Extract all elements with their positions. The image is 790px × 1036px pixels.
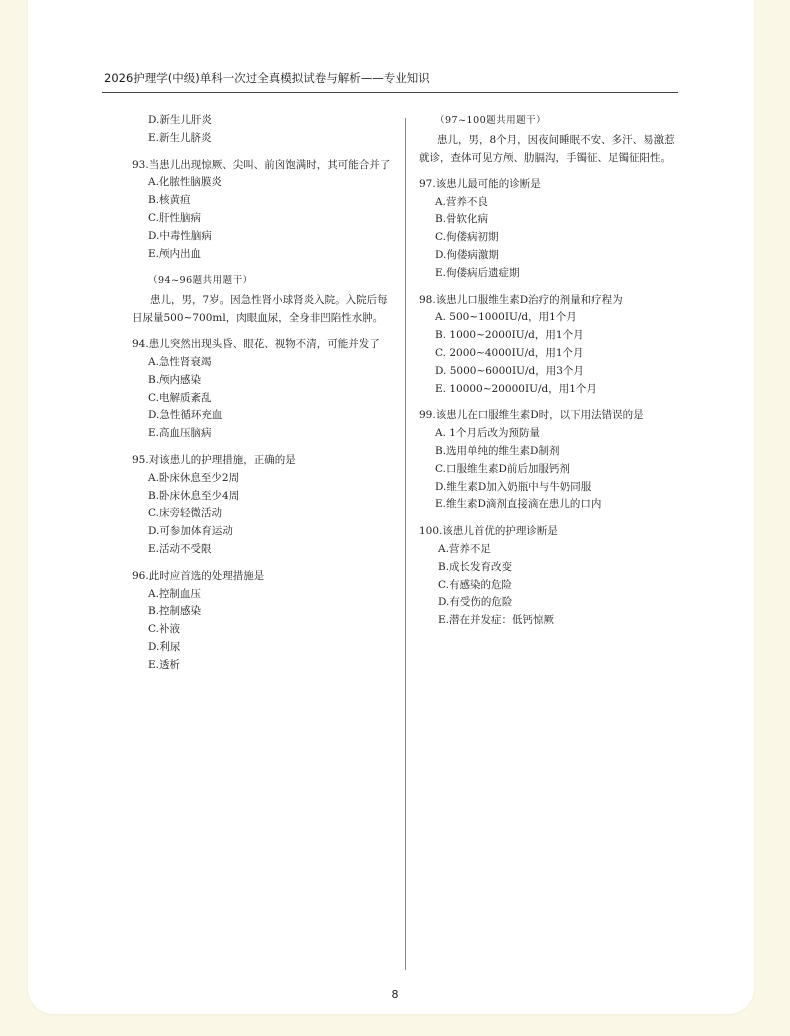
- option-a: A.营养不足: [438, 542, 491, 555]
- option-c: C.肝性脑病: [148, 211, 201, 224]
- question-99: [419, 407, 681, 514]
- option-c: C.佝偻病初期: [435, 231, 499, 244]
- question-93: [132, 157, 394, 264]
- option-b: B.选用单纯的维生素D制剂: [435, 444, 560, 457]
- option-d: D.新生儿肝炎: [148, 114, 212, 126]
- option-e: E.高血压脑病: [148, 427, 212, 440]
- question-92-continued-options: [132, 112, 394, 148]
- question-stem: 94.患儿突然出现头昏、眼花、视物不清，可能并发了: [132, 338, 380, 351]
- option-e: E. 10000~20000IU/d，用1个月: [435, 382, 597, 395]
- option-e: E.维生素D滴剂直接滴在患儿的口内: [435, 498, 602, 511]
- shared-stem-label: （94~96题共用题干）: [148, 275, 253, 287]
- option-c: C.补液: [148, 623, 180, 636]
- option-d: D.有受伤的危险: [438, 596, 513, 609]
- left-column: [132, 112, 394, 684]
- question-95: [132, 452, 394, 559]
- option-d: D.急性循环充血: [148, 409, 223, 422]
- question-stem: 93.当患儿出现惊厥、尖叫、前囟饱满时，其可能合并了: [132, 158, 391, 171]
- option-a: A.控制血压: [148, 587, 201, 600]
- option-b: B.卧床休息至少4周: [148, 489, 240, 502]
- shared-stem-97-100: [419, 112, 681, 167]
- option-e: E.透析: [148, 658, 181, 671]
- question-96: [132, 568, 394, 675]
- option-b: B.颅内感染: [148, 373, 202, 386]
- shared-stem-passage: 患儿，男，7岁。因急性肾小球肾炎入院。入院后每日尿量500~700ml，肉眼血尿，全身非凹陷性水肿。: [132, 294, 388, 325]
- option-a: A. 500~1000IU/d，用1个月: [435, 311, 577, 324]
- option-a: A.化脓性脑膜炎: [148, 176, 222, 189]
- question-stem: 97.该患儿最可能的诊断是: [419, 177, 541, 190]
- option-a: A.营养不良: [435, 195, 488, 208]
- option-c: C.电解质紊乱: [148, 391, 212, 404]
- shared-stem-94-96: [132, 272, 394, 327]
- option-c: C.床旁轻微活动: [148, 507, 222, 520]
- question-stem: 100.该患儿首优的护理诊断是: [419, 525, 558, 538]
- option-e: E.潜在并发症：低钙惊厥: [438, 614, 555, 627]
- question-98: [419, 292, 681, 399]
- option-a: A.急性肾衰竭: [148, 355, 212, 368]
- option-e: E.新生儿脐炎: [148, 131, 212, 144]
- right-column: [419, 112, 681, 639]
- shared-stem-passage: 患儿，男，8个月，因夜间睡眠不安、多汗、易激惹就诊，查体可见方颅、肋膈沟，手镯征、足镯征阳性。: [419, 133, 675, 164]
- option-b: B. 1000~2000IU/d，用1个月: [435, 329, 584, 342]
- option-c: C. 2000~4000IU/d，用1个月: [435, 346, 584, 359]
- option-d: D.中毒性脑病: [148, 229, 212, 242]
- question-stem: 95.对该患儿的护理措施，正确的是: [132, 453, 296, 466]
- option-c: C.口服维生素D前后加服钙剂: [435, 462, 570, 475]
- question-100: [419, 523, 681, 630]
- option-d: D.利尿: [148, 640, 181, 653]
- question-stem: 98.该患儿口服维生素D治疗的剂量和疗程为: [419, 293, 623, 306]
- running-header: 2026护理学(中级)单科一次过全真模拟试卷与解析——专业知识: [104, 71, 430, 85]
- shared-stem-label: （97~100题共用题干）: [435, 115, 547, 126]
- option-a: A. 1个月后改为预防量: [435, 427, 540, 440]
- option-e: E.活动不受限: [148, 542, 212, 555]
- header-divider: [102, 92, 678, 93]
- question-94: [132, 336, 394, 443]
- page-number: 8: [391, 988, 399, 1001]
- question-stem: 99.该患儿在口服维生素D时，以下用法错误的是: [419, 409, 644, 422]
- option-d: D.佝偻病激期: [435, 248, 499, 261]
- option-a: A.卧床休息至少2周: [148, 471, 240, 484]
- option-b: B.核黄疸: [148, 194, 191, 207]
- option-b: B.成长发育改变: [438, 560, 513, 573]
- option-c: C.有感染的危险: [438, 578, 512, 591]
- option-d: D.维生素D加入奶瓶中与牛奶同服: [435, 480, 592, 493]
- question-97: [419, 176, 681, 283]
- question-stem: 96.此时应首选的处理措施是: [132, 569, 265, 582]
- column-divider: [405, 118, 406, 970]
- option-b: B.骨软化病: [435, 213, 489, 226]
- option-b: B.控制感染: [148, 605, 202, 618]
- option-e: E.佝偻病后遗症期: [435, 266, 520, 279]
- option-d: D.可参加体育运动: [148, 525, 233, 538]
- option-d: D. 5000~6000IU/d，用3个月: [435, 364, 584, 377]
- option-e: E.颅内出血: [148, 247, 202, 260]
